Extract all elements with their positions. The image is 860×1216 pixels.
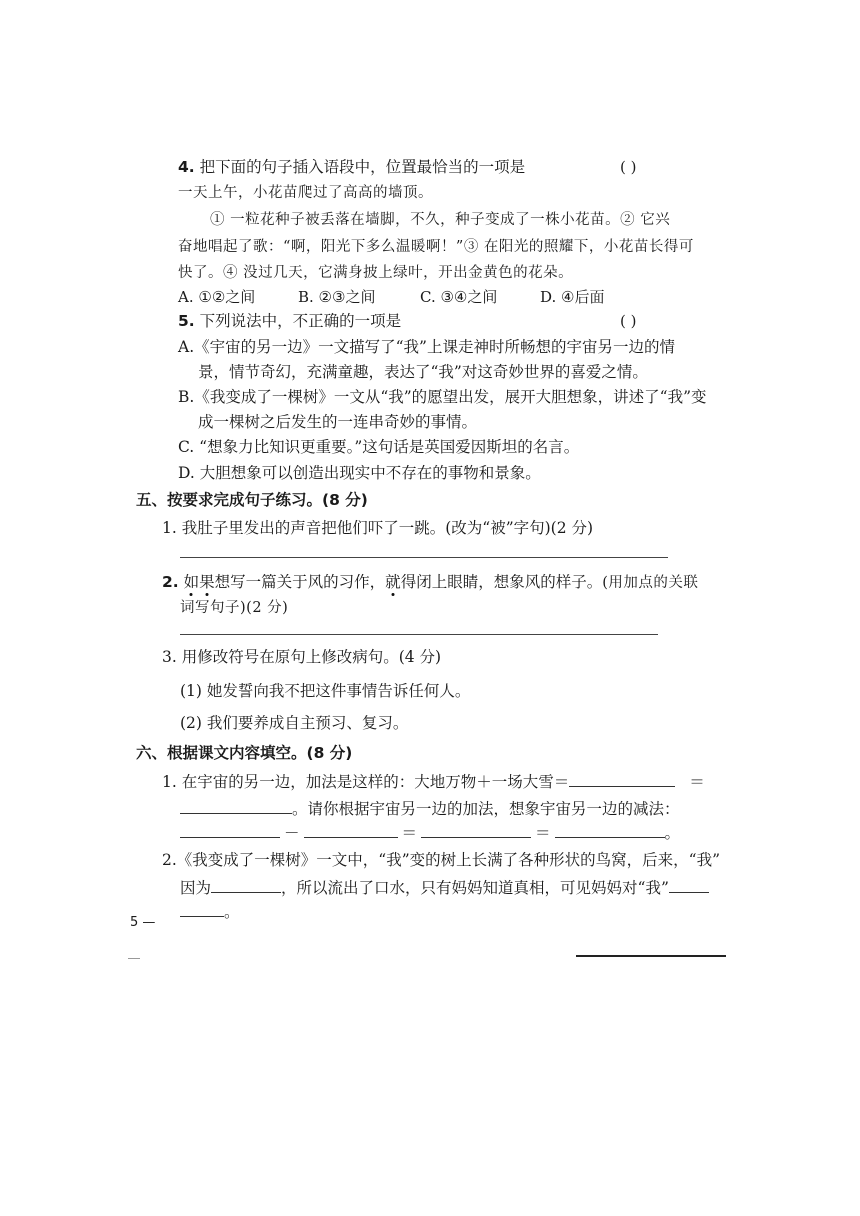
- q5-stem: [178, 311, 401, 331]
- sec5-q2: [162, 572, 698, 593]
- q4-number: 4.: [178, 158, 195, 176]
- footer-left-mark: [128, 958, 140, 959]
- sec5-q3: 3. 用修改符号在原句上修改病句。(4 分): [162, 648, 442, 666]
- q5-answer-paren[interactable]: ( ): [620, 312, 637, 330]
- q5-option-c[interactable]: C. “想象力比知识更重要。”这句话是英国爱因斯坦的名言。: [178, 438, 580, 456]
- sec6-q1-blank-6[interactable]: [555, 821, 665, 838]
- q4-passage-line-2: 奋地唱起了歌：“啊，阳光下多么温暖啊！”③ 在阳光的照耀下，小花苗长得可: [178, 239, 694, 255]
- sec6-q2-line-3: [180, 900, 240, 922]
- q4-passage-line-1: ① 一粒花种子被丢落在墙脚，不久，种子变成了一株小花苗。② 它兴: [210, 212, 671, 228]
- q4-stem-text: 把下面的句子插入语段中，位置最恰当的一项是: [199, 158, 526, 176]
- q5-option-b-line-2: 成一棵树之后发生的一连串奇妙的事情。: [198, 413, 478, 431]
- sec5-q2-instruction: (用加点的关联: [602, 575, 699, 591]
- sec6-q1-blank-2[interactable]: [180, 797, 292, 814]
- sec6-q1-line-1: [162, 770, 705, 792]
- sec6-q1-blank-1[interactable]: [569, 770, 675, 787]
- sec6-q2-line-1: 2.《我变成了一棵树》一文中，“我”变的树上长满了各种形状的鸟窝，后来，“我”: [162, 851, 720, 869]
- q4-stem: [178, 157, 525, 177]
- sec6-q1-line-2: [180, 797, 680, 819]
- q4-option-d[interactable]: D. ④后面: [540, 288, 605, 306]
- sec6-q2-line-2: [180, 876, 709, 898]
- section-5-title: 五、按要求完成句子练习。(8 分): [136, 491, 368, 509]
- q4-option-c[interactable]: C. ③④之间: [420, 288, 498, 306]
- sec6-q1-mid-text: 。请你根据宇宙另一边的加法，想象宇宙另一边的减法：: [292, 800, 680, 818]
- q4-insert-sentence: 一天上午，小花苗爬过了高高的墙顶。: [178, 185, 433, 201]
- dotted-char-ru: 如: [183, 573, 200, 591]
- sec5-q2-answer-line[interactable]: [180, 634, 658, 635]
- sec6-q2-mid-text: ，所以流出了口水，只有妈妈知道真相，可见妈妈对“我”: [281, 879, 669, 897]
- sec5-q3-sentence-1[interactable]: (1) 她发誓向我不把这件事情告诉任何人。: [180, 682, 471, 700]
- sec5-q3-sentence-2[interactable]: (2) 我们要养成自主预习、复习。: [180, 714, 409, 732]
- sec6-q1-equals-3: ＝: [535, 824, 551, 842]
- q4-passage-line-3: 快了。④ 没过几天，它满身披上绿叶，开出金黄色的花朵。: [178, 265, 574, 281]
- dotted-char-jiu: 就: [385, 573, 401, 591]
- page-number: 5 —: [130, 915, 156, 930]
- sec6-q2-blank-1[interactable]: [211, 876, 281, 893]
- sec5-q1: 1. 我肚子里发出的声音把他们吓了一跳。(改为“被”字句)(2 分): [162, 519, 594, 537]
- footer-right-rule: [576, 955, 726, 957]
- q5-option-b-line-1[interactable]: B.《我变成了一棵树》一文从“我”的愿望出发，展开大胆想象，讲述了“我”变: [178, 388, 707, 406]
- sec6-q2-because: 因为: [180, 879, 212, 897]
- dotted-char-guo: 果: [199, 573, 215, 591]
- sec6-q1-equals-2: ＝: [401, 824, 418, 842]
- sec6-q2-blank-3[interactable]: [180, 900, 224, 917]
- sec5-q1-answer-line[interactable]: [180, 557, 668, 558]
- q4-answer-paren[interactable]: ( ): [620, 158, 637, 176]
- sec5-q2-text-1: 想写一篇关于风的习作，: [214, 573, 386, 591]
- q5-number: 5.: [178, 312, 195, 330]
- sec6-q1-equals: ＝: [689, 773, 705, 791]
- sec6-q1-period: 。: [664, 824, 681, 842]
- q4-option-b[interactable]: B. ②③之间: [298, 288, 376, 306]
- q4-option-a[interactable]: A. ①②之间: [178, 288, 256, 306]
- section-6-title: 六、根据课文内容填空。(8 分): [136, 744, 353, 762]
- sec6-q1-blank-4[interactable]: [304, 821, 398, 838]
- sec6-q1-line-3: [180, 821, 680, 843]
- sec5-q2-text-2: 得闭上眼睛，想象风的样子。: [400, 573, 603, 591]
- sec6-q1-blank-5[interactable]: [421, 821, 531, 838]
- sec6-q1-blank-3[interactable]: [180, 821, 280, 838]
- q5-option-a-line-1[interactable]: A.《宇宙的另一边》一文描写了“我”上课走神时所畅想的宇宙另一边的情: [178, 338, 675, 356]
- sec5-q2-number: 2.: [162, 573, 179, 591]
- sec6-q1-text: 1. 在宇宙的另一边，加法是这样的：大地万物＋一场大雪＝: [162, 773, 570, 791]
- q5-option-a-line-2: 景，情节奇幻，充满童趣，表达了“我”对这奇妙世界的喜爱之情。: [198, 363, 648, 381]
- sec5-q2-line-2: 词写句子)(2 分): [180, 600, 289, 616]
- sec6-q2-blank-2[interactable]: [669, 876, 709, 893]
- sec6-q2-period: 。: [224, 903, 240, 921]
- q5-option-d[interactable]: D. 大胆想象可以创造出现实中不存在的事物和景象。: [178, 464, 541, 482]
- sec6-q1-minus: －: [284, 824, 300, 842]
- q5-stem-text: 下列说法中，不正确的一项是: [199, 312, 402, 330]
